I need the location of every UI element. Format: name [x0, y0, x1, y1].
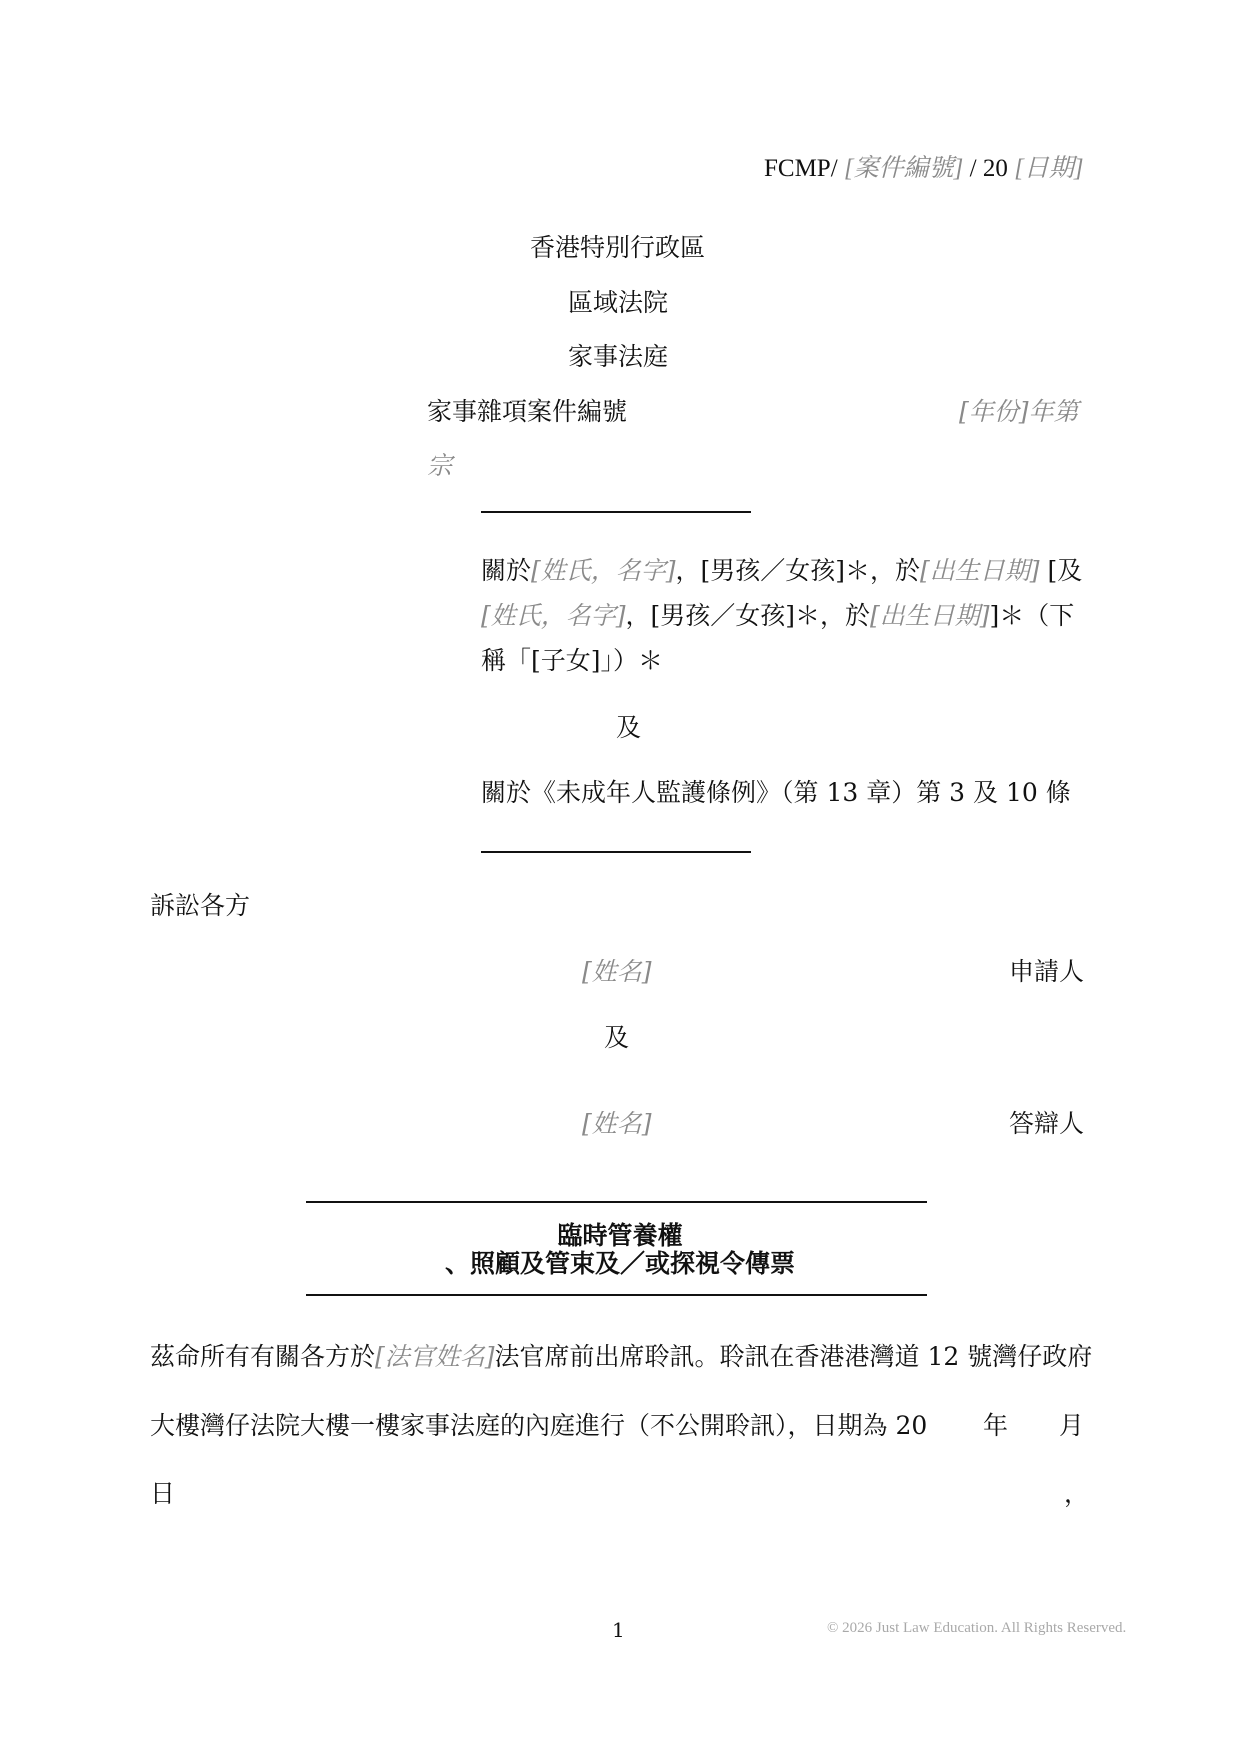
title-rule-top: [306, 1201, 927, 1203]
body-line-2: 大樓灣仔法院大樓一樓家事法庭的內庭進行（不公開聆訊），日期為 20: [150, 1411, 928, 1440]
case-number-header: [764, 148, 1084, 184]
matter-text: ，[男孩／女孩]＊，於: [625, 601, 871, 630]
title-rule-bottom: [306, 1294, 927, 1296]
respondent-role: 答辯人: [1009, 1109, 1085, 1138]
matter-and: 及: [616, 713, 642, 742]
case-separator: / 20: [963, 155, 1015, 182]
body-text: 茲命所有有關各方於: [150, 1342, 376, 1371]
body-month-label: 月: [1059, 1411, 1085, 1440]
child-name-placeholder: [姓氏，名字]: [481, 601, 626, 630]
copyright-notice: © 2026 Just Law Education. All Rights Reserved.: [827, 1620, 1127, 1636]
matter-text: [及: [1039, 556, 1083, 585]
body-year-label: 年: [983, 1411, 1009, 1440]
ordinance-line: 關於《未成年人監護條例》（第 13 章）第 3 及 10 條: [481, 778, 1071, 807]
case-year-placeholder: [年份]年第: [959, 397, 1079, 426]
court-name: 區域法院: [568, 288, 669, 317]
child-name-placeholder: [姓氏，名字]: [531, 556, 676, 585]
case-suffix-placeholder: 宗: [427, 451, 453, 480]
applicant-role: 申請人: [1009, 957, 1085, 986]
divider-bottom: [481, 851, 751, 853]
divider-top: [481, 511, 751, 513]
case-heading-label: 家事雜項案件編號: [427, 397, 628, 426]
respondent-name-placeholder: [姓名]: [582, 1109, 652, 1138]
applicant-name-placeholder: [姓名]: [582, 957, 652, 986]
case-number-placeholder: [案件編號]: [843, 155, 964, 182]
judge-name-placeholder: [法官姓名]: [375, 1342, 495, 1371]
date-placeholder: [日期]: [1014, 155, 1084, 182]
matter-text: 關於: [481, 556, 532, 585]
body-line-1: [150, 1337, 1092, 1373]
matter-line-3: 稱「[子女]」）＊: [481, 646, 664, 675]
parties-and: 及: [604, 1023, 630, 1052]
body-text: 法官席前出席聆訊。聆訊在香港港灣道 12 號灣仔政府: [494, 1342, 1093, 1371]
document-title-line-2: 、照顧及管束及／或探視令傳票: [444, 1249, 795, 1278]
matter-text: ]＊（下: [989, 601, 1075, 630]
case-prefix: FCMP/: [764, 155, 844, 182]
court-region: 香港特別行政區: [530, 233, 706, 262]
dob-placeholder: [出生日期]: [920, 556, 1040, 585]
court-division: 家事法庭: [568, 342, 669, 371]
document-title-line-1: 臨時管養權: [557, 1221, 683, 1250]
matter-text: ，[男孩／女孩]＊，於: [675, 556, 921, 585]
matter-line-1: [481, 551, 1082, 587]
matter-line-2: [481, 596, 1074, 632]
page-number: 1: [612, 1618, 625, 1642]
body-day-label: 日: [150, 1479, 176, 1508]
parties-label: 訴訟各方: [150, 891, 251, 920]
body-trailing-comma: ，: [1064, 1479, 1090, 1508]
dob-placeholder: [出生日期]: [870, 601, 990, 630]
